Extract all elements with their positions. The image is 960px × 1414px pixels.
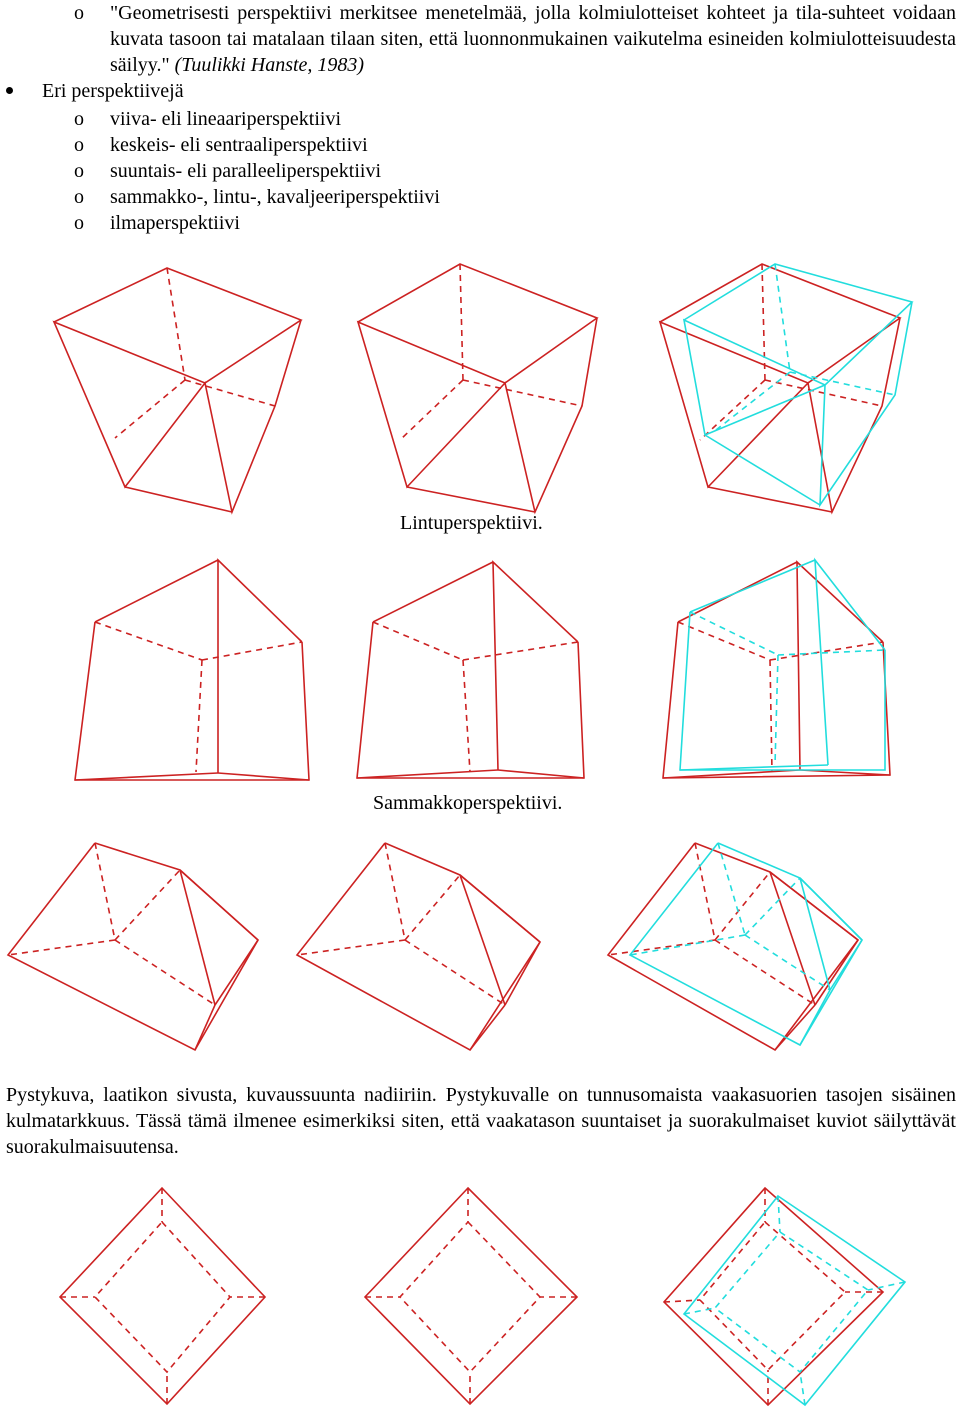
frog-cube-middle [357,562,584,778]
list-item-bullet: o [74,160,84,182]
nadir-cube-right-red [664,1188,883,1405]
tilted-cube-right-cyan [630,843,862,1045]
quote-text: "Geometrisesti perspektiivi merkitsee menetelmää, jolla kolmiulotteiset kohteet ja tila-suhteet voidaan kuvata tasoon tai matalaan tilaan siten, että luonnonmukainen vaikutelma esineiden kolmiulotteisuudesta säilyy." [110,2,956,76]
list-item: sammakko-, lintu-, kavaljeeriperspektiivi [110,186,440,208]
bird-cube-middle [358,264,597,512]
list-item-bullet: o [74,134,84,156]
tilted-cube-middle [297,843,540,1050]
nadir-cube-middle [365,1188,577,1404]
tilted-cube-left [8,843,258,1050]
list-item-bullet: o [74,212,84,234]
list-item: keskeis- eli sentraaliperspektiivi [110,134,368,156]
frog-cube-left [75,560,309,780]
list-heading: Eri perspektiivejä [42,80,184,102]
nadir-cube-right-cyan [684,1196,905,1405]
list-item: suuntais- eli paralleeliperspektiivi [110,160,382,182]
quote-citation: (Tuulikki Hanste, 1983) [174,54,365,76]
list-item-bullet: o [74,108,84,130]
quote-bullet: o [74,2,84,24]
nadir-cube-left [60,1188,265,1404]
list-item: viiva- eli lineaariperspektiivi [110,108,342,130]
bird-cube-left [54,268,301,512]
caption-frog-perspective: Sammakkoperspektiivi. [373,792,563,814]
frog-cube-right-red [663,562,890,778]
frog-cube-right-cyan [680,560,885,770]
bird-cube-right-cyan [684,264,912,505]
nadir-paragraph: Pystykuva, laatikon sivusta, kuvaussuunta nadiiriin. Pystykuvalle on tunnusomaista vaakasuorien tasojen sisäinen kulmatarkkuus. Tässä tämä ilmenee esimerkiksi siten, että vaakatason suuntaiset ja suorakulmaiset kuviot säilyttävät suorakulmaisuutensa. [6,1084,956,1158]
caption-bird-perspective: Lintuperspektiivi. [400,512,543,534]
tilted-cube-right-red [608,843,858,1050]
list-item: ilmaperspektiivi [110,212,240,234]
list-item-bullet: o [74,186,84,208]
